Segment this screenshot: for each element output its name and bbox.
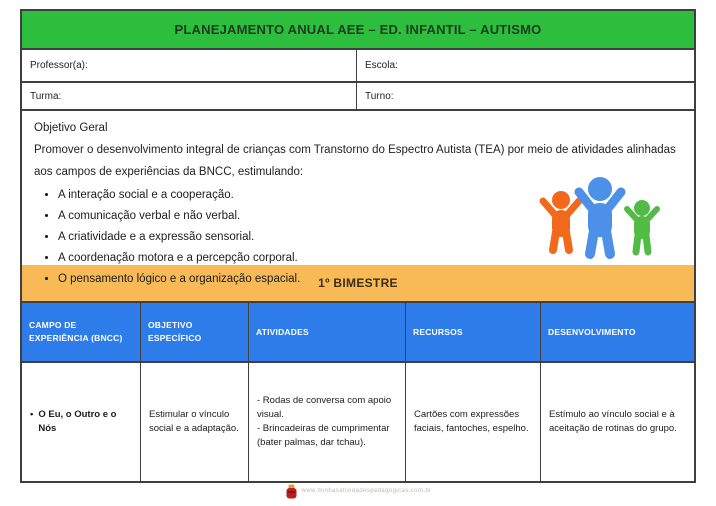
objective-bullet: • A criatividade e a expressão sensorial. (58, 227, 682, 248)
cell-recursos (406, 363, 541, 481)
desenvolvimento-value: Estímulo ao vínculo social e à aceitação de rotinas do grupo. (549, 408, 677, 434)
cell-atividades (249, 363, 406, 481)
objective-bullet: • A coordenação motora e a percepção corporal. (58, 248, 682, 269)
professor-field (22, 50, 357, 81)
brand-logo-icon (285, 484, 298, 499)
column-header-atividades: ATIVIDADES (249, 303, 406, 361)
cell-objetivo (141, 363, 249, 481)
form-row-turma-turno (22, 83, 694, 111)
cell-campo (22, 363, 141, 481)
form-row-professor-escola (22, 50, 694, 83)
table-row (22, 363, 694, 481)
turma-field (22, 83, 357, 109)
turno-field (357, 83, 694, 109)
objective-heading: Objetivo Geral (34, 122, 108, 134)
atividade-item: - Rodas de conversa com apoio visual. (257, 394, 392, 420)
page-title: PLANEJAMENTO ANUAL AEE – ED. INFANTIL – AUTISMO (174, 22, 542, 37)
campo-value: • O Eu, o Outro e o Nós (30, 408, 132, 437)
objective-bullet: • A comunicação verbal e não verbal. (58, 206, 682, 227)
objetivo-value: Estimular o vínculo social e a adaptação. (149, 408, 239, 434)
table-header-row (22, 303, 694, 363)
escola-field (357, 50, 694, 81)
atividade-item: - Brincadeiras de cumprimentar (bater palmas, dar tchau). (257, 423, 390, 449)
objective-bullet: • A interação social e a cooperação. (58, 185, 682, 206)
recursos-value: Cartões com expressões faciais, fantoches, espelho. (414, 408, 529, 434)
column-header-recursos: RECURSOS (406, 303, 541, 361)
watermark-url: www.minhasatividadespedagogicas.com.br (301, 488, 432, 494)
column-header-desenvolvimento: DESENVOLVIMENTO (548, 326, 636, 337)
column-header-objetivo: OBJETIVO ESPECÍFICO (141, 303, 249, 361)
turno-label: Turno: (365, 90, 394, 102)
title-band (22, 11, 694, 50)
professor-label: Professor(a): (30, 60, 88, 71)
page-footer (0, 482, 716, 500)
column-header-campo: CAMPO DE EXPERIÊNCIA (BNCC) (22, 303, 141, 361)
document-page (20, 9, 696, 483)
cell-desenvolvimento (541, 363, 694, 481)
objective-bullet: • O pensamento lógico e a organização espacial. (58, 269, 682, 290)
turma-label: Turma: (30, 90, 62, 102)
objective-intro: Promover o desenvolvimento integral de crianças com Transtorno do Espectro Autista (TEA) por meio de atividades alinhadas aos campos de experiências da BNCC, estimulando: (34, 144, 676, 178)
children-figures-icon (534, 175, 666, 261)
bimester-label: 1º BIMESTRE (318, 276, 398, 290)
escola-label: Escola: (365, 60, 398, 71)
